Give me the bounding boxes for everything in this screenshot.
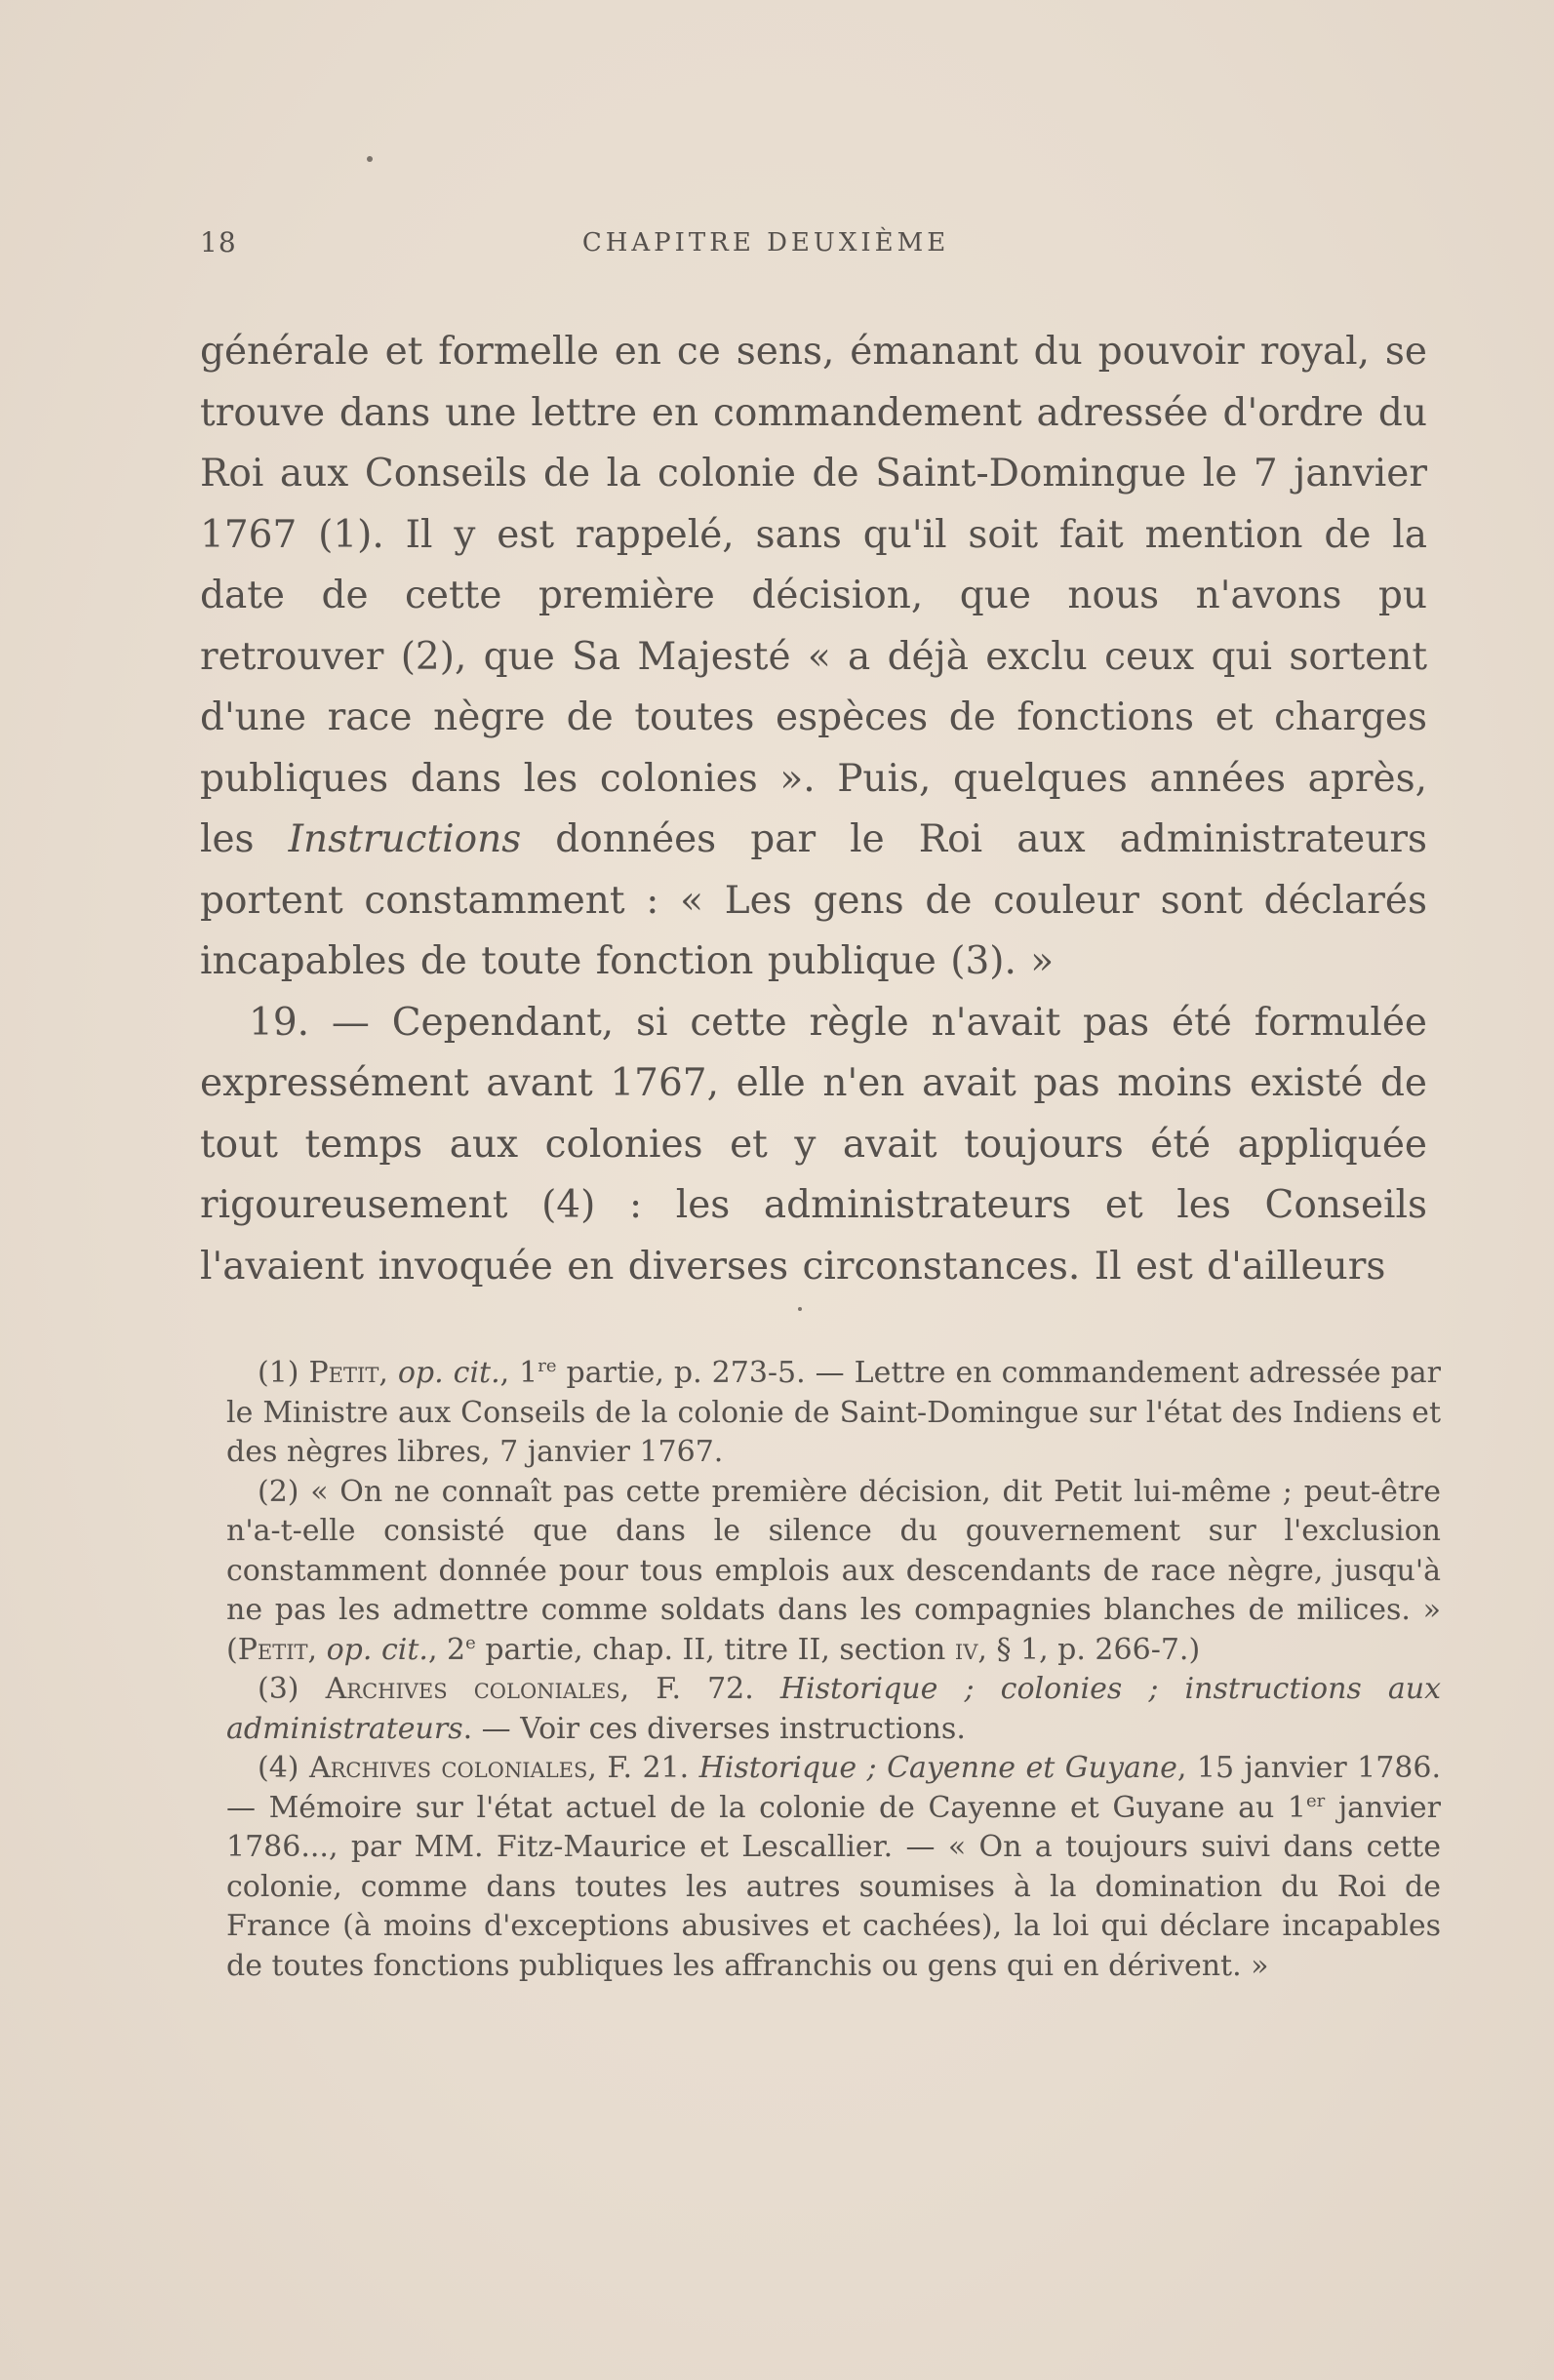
main-text xyxy=(200,322,1427,1297)
italic-title: Instructions xyxy=(288,817,522,861)
page-header xyxy=(200,226,1332,265)
footnote-3: (3) Archives coloniales, F. 72. Historique ; colonies ; instructions aux administrateurs. — Voir ces diverses instructions. xyxy=(226,1672,1441,1746)
footnotes xyxy=(226,1354,1441,1986)
ink-speck xyxy=(798,1307,802,1311)
footnote-4: (4) Archives coloniales, F. 21. Historique ; Cayenne et Guyane, 15 janvier 1786. — Mémoire sur l'état actuel de la colonie de Cayenne et Guyane au 1er janvier 1786..., par MM. Fitz-Maurice et Lescallier. — « On a toujours suivi dans cette colonie, comme dans toutes les autres soumises à la domination du Roi de France (à moins d'exceptions abusives et cachées), la loi qui déclare incapables de toutes fonctions publiques les affranchis ou gens qui en dérivent. » xyxy=(226,1751,1442,1983)
paragraph: générale et formelle en ce sens, émanant du pouvoir royal, se trouve dans une lettre en commandement adressée d'ordre du Roi aux Conseils de la colonie de Saint-Domingue le 7 janvier 1767 (1). Il y est rappelé, sans qu'il soit fait mention de la date de cette première décision, que nous n'avons pu retrouver (2), que Sa Majesté « a déjà exclu ceux qui sortent d'une race nègre de toutes espèces de fonctions et charges publiques dans les colonies ». Puis, quelques années après, les Instructions données par le Roi aux administrateurs portent constamment : « Les gens de couleur sont déclarés incapables de toute fonction publique (3). » xyxy=(200,330,1428,983)
page-number: 18 xyxy=(200,226,237,258)
paragraph-19: 19. — Cependant, si cette règle n'avait pas été formulée expressément avant 1767, elle n'en avait pas moins existé de tout temps aux colonies et y avait toujours été appliquée rigoureusement (4) : les administrateurs et les Conseils l'avaient invoquée en diverses circonstances. Il est d'ailleurs xyxy=(200,1000,1427,1289)
ink-speck xyxy=(367,156,373,162)
footnote-2: (2) « On ne connaît pas cette première décision, dit Petit lui-même ; peut-être n'a-t-elle consisté que dans le silence du gouvernement sur l'exclusion constamment donnée pour tous emplois aux descendants de race nègre, jusqu'à ne pas les admettre comme soldats dans les compagnies blanches de milices. » (Petit, op. cit., 2e partie, chap. II, titre II, section iv, § 1, p. 266-7.) xyxy=(226,1474,1441,1667)
running-head: CHAPITRE DEUXIÈME xyxy=(581,228,950,258)
footnote-1: (1) Petit, op. cit., 1re partie, p. 273-5. — Lettre en commandement adressée par le Ministre aux Conseils de la colonie de Saint-Domingue sur l'état des Indiens et des nègres libres, 7 janvier 1767. xyxy=(226,1356,1441,1469)
